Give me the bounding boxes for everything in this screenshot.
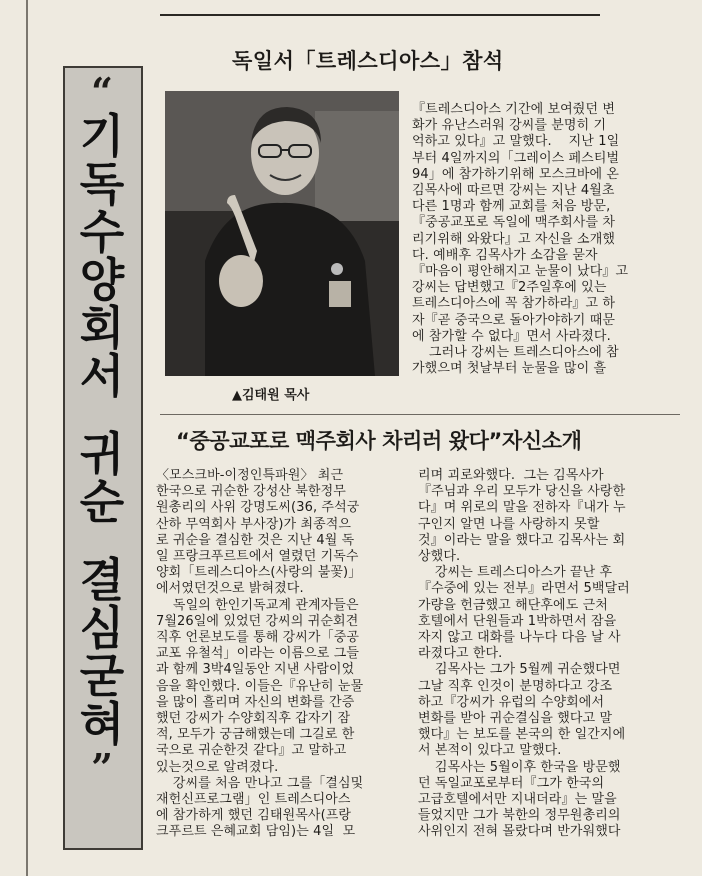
section-divider	[160, 414, 680, 415]
headline-char: 심	[79, 602, 125, 654]
headline-char: 기	[79, 110, 125, 162]
open-quote: “	[91, 69, 113, 114]
headline-char: 서	[79, 350, 125, 402]
headline-char: 혀	[79, 698, 125, 750]
subheadline: 독일서「트레스디아스」참석	[232, 49, 504, 73]
vertical-headline-box	[63, 66, 143, 850]
headline-char: 수	[79, 206, 125, 258]
top-rule	[160, 14, 600, 16]
column-left-bottom: 〈모스크바-이정인특파원〉 최근 한국으로 귀순한 강성산 북한정무 원총리의 사위 강명도씨(36, 주석궁 산하 무역회사 부사장)가 최종적으 로 귀순을 결심한 것은 지난 4월 독 일 프랑크푸르트에서 열렸던 기독수 양회「트레스디아스(사랑의 불꽃)」 에서였던것으로 밝혀졌다. 독일의 한인기독교계 관계자들은 7월26일에 있었던 강씨의 귀순회견 직후 언론보도를 통해 강씨가「중공 교포 유철석」이라는 이름으로 그들 과 함께 3박4일동안 지낸 사람이었 음을 확인했다. 이들은『유난히 눈물 을 많이 흘리며 자신의 변화를 간증 했던 강씨가 수양회직후 갑자기 잠 적, 모두가 궁금해했는데 그길로 한 국으로 귀순한것 같다』고 말하고 있는것으로 알려졌다. 강씨를 처음 만나고 그를「결심및 재헌신프로그램」인 트레스디아스 에 참가하게 했던 김태원목사(프랑 크푸르트 은혜교회 담임)는 4일 모	[156, 468, 364, 840]
vertical-headline	[73, 69, 131, 790]
photo-caption: ▲김태원 목사	[232, 388, 310, 403]
portrait-illustration	[165, 91, 399, 376]
headline-char: 독	[79, 158, 125, 210]
portrait-photo	[165, 91, 399, 376]
headline-char: 결	[79, 554, 125, 606]
mid-headline: “중공교포로 맥주회사 차리러 왔다”자신소개	[176, 429, 582, 453]
headline-char: 양	[79, 254, 125, 306]
clipping-edge	[26, 0, 28, 876]
close-quote: ”	[91, 745, 113, 790]
headline-char: 회	[79, 302, 125, 354]
headline-char: 굳	[79, 650, 125, 702]
column-right-bottom: 리며 괴로와했다. 그는 김목사가 『주님과 우리 모두가 당신을 사랑한 다』며 위로의 말을 전하자『내가 누 구인지 알면 나를 사랑하지 못할 것』이라는 말을 했다고 김목사는 회 상했다. 강씨는 트레스디아스가 끝난 후 『수중에 있는 전부』라면서 5백달러 가량을 헌금했고 해단후에도 근처 호텔에서 단원들과 1박하면서 잠을 자지 않고 대화를 나누다 다음 날 사 라졌다고 한다. 김목사는 그가 5월께 귀순했다면 그날 직후 인것이 분명하다고 강조 하고『강씨가 유럽의 수양회에서 변화를 받아 귀순결심을 했다고 말 했다』는 보도를 본국의 한 일간지에 서 본적이 있다고 말했다. 김목사는 5월이후 한국을 방문했 던 독일교포로부터『그가 한국의 고급호텔에서만 지내더라』는 말을 들었지만 그가 북한의 정무원총리의 사위인지 전혀 몰랐다며 반가워했다	[418, 468, 630, 840]
headline-char: 순	[79, 476, 125, 528]
headline-char: 귀	[79, 428, 125, 480]
column-right-top: 『트레스디아스 기간에 보여줬던 변 화가 유난스러워 강씨를 분명히 기 억하고 있다』고 말했다. 지난 1일 부터 4일까지의「그레이스 페스티벌 94」에 참가하기위해 모스크바에 온 김목사에 따르면 강씨는 지난 4월초 다른 1명과 함께 교회를 처음 방문, 『중공교포로 독일에 맥주회사를 차 리기위해 와왔다』고 자신을 소개했 다. 예배후 김목사가 소감을 묻자 『마음이 평안해지고 눈물이 났다』고 강씨는 답변했고『2주일후에 있는 트레스디아스에 꼭 참가하라』고 하 자『곧 중국으로 돌아가야하기 때문 에 참가할 수 없다』면서 사라졌다. 그러나 강씨는 트레스디아스에 참 가했으며 첫날부터 눈물을 많이 흘	[412, 102, 629, 377]
